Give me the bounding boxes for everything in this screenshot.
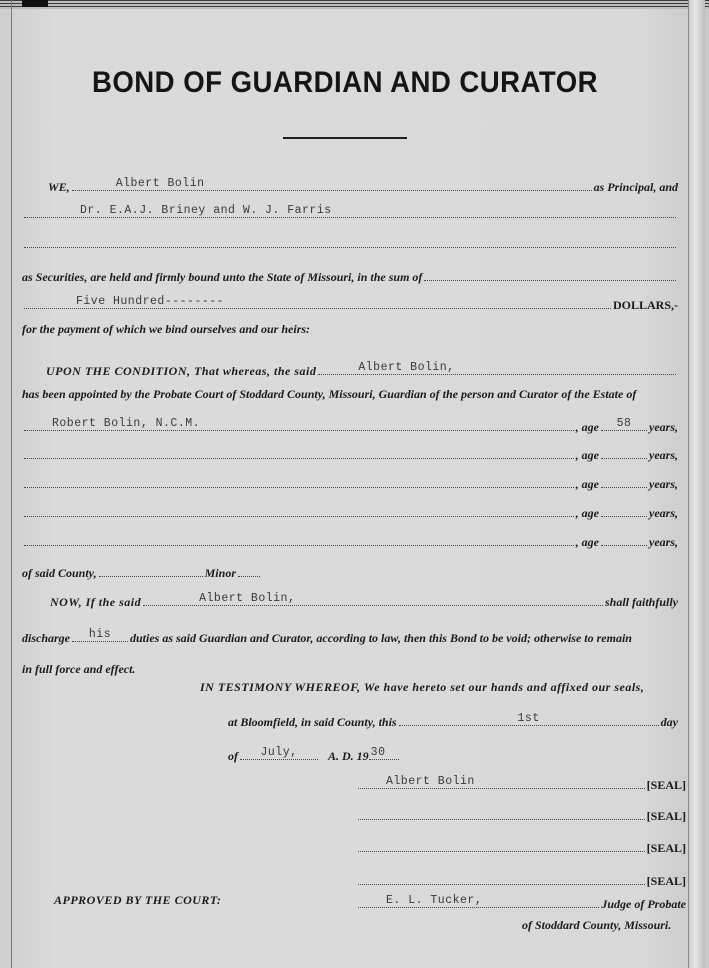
ward-row-1 (22, 416, 678, 438)
securities-text: as Securities, are held and firmly bound unto the State of Missouri, in the sum of (22, 270, 423, 284)
judge-field (358, 893, 599, 908)
approved-row (54, 893, 254, 915)
county-field (99, 562, 203, 577)
signature-row-3 (356, 837, 686, 859)
years-label-4: years, (649, 506, 678, 520)
day-value: 1st (517, 712, 540, 725)
age-field-3 (601, 473, 647, 488)
years-label-2: years, (649, 448, 678, 462)
age-label-1: , age (575, 420, 599, 434)
years-label-5: years, (649, 535, 678, 549)
ward-field-5 (24, 531, 574, 546)
signature-row-4 (356, 870, 686, 892)
ward-age: 58 (616, 417, 632, 430)
ward-row-5 (22, 531, 678, 553)
appointed-row (22, 387, 678, 409)
principal-field (72, 176, 592, 191)
signature-field-3 (358, 837, 645, 852)
age-field-4 (601, 502, 647, 517)
signature-field-1 (358, 774, 645, 789)
testimony-text: IN TESTIMONY WHEREOF, We have hereto set our hands and affixed our seals, (200, 680, 645, 694)
of-label: of (228, 749, 238, 763)
sum-row (22, 294, 678, 316)
month-field (240, 745, 318, 760)
county-label: of said County, (22, 566, 97, 580)
condition-row (22, 360, 678, 382)
seal-label-4: [SEAL] (646, 874, 686, 888)
now-field (143, 591, 603, 606)
judge-label: Judge of Probate (601, 897, 686, 911)
testimony-row (200, 680, 678, 702)
seal-label-1: [SEAL] (646, 778, 686, 792)
county-court-label: of Stoddard County, Missouri. (522, 918, 672, 932)
ad-label: A. D. 19 (328, 749, 369, 763)
payment-text: for the payment of which we bind ourselves and our heirs: (22, 322, 311, 336)
page-top-edge (0, 0, 709, 9)
age-field-1 (601, 416, 647, 431)
signature-row-1 (356, 774, 686, 796)
judge-name: E. L. Tucker, (386, 894, 483, 907)
date-row (228, 745, 498, 767)
pronoun-field (72, 627, 128, 642)
ward-field-1 (24, 416, 574, 431)
day-field (399, 711, 659, 726)
payment-row (22, 322, 678, 344)
ward-field-4 (24, 502, 574, 517)
bloomfield-label: at Bloomfield, in said County, this (228, 715, 397, 729)
securities-text-row (22, 266, 678, 288)
now-name: Albert Bolin, (199, 592, 296, 605)
years-label-3: years, (649, 477, 678, 491)
ward-field-2 (24, 444, 574, 459)
signature-field-2 (358, 805, 645, 820)
year-value: 30 (370, 746, 386, 759)
page-right-edge (688, 0, 705, 968)
discharge-row (22, 627, 678, 649)
age-label-4: , age (575, 506, 599, 520)
ward-name: Robert Bolin, N.C.M. (52, 417, 201, 430)
seal-label-2: [SEAL] (646, 809, 686, 823)
corner-mark (22, 0, 48, 7)
ward-row-4 (22, 502, 678, 524)
county-court-row (522, 918, 692, 940)
condition-label: UPON THE CONDITION, That whereas, the said (46, 364, 317, 378)
age-field-5 (601, 531, 647, 546)
title-rule (283, 137, 407, 139)
day-label: day (660, 715, 678, 729)
securities-names-row (22, 203, 678, 225)
ward-row-3 (22, 473, 678, 495)
age-label-3: , age (575, 477, 599, 491)
signature-field-4 (358, 870, 645, 885)
condition-field (318, 360, 676, 375)
age-label-2: , age (575, 448, 599, 462)
dollars-label: DOLLARS,- (612, 298, 678, 312)
appointed-text: has been appointed by the Probate Court of Stoddard County, Missouri, Guardian of the person and Curator of the Estate of (22, 387, 637, 401)
sum-field-top (424, 266, 676, 281)
faithfully-label: shall faithfully (604, 595, 678, 609)
securities-field (24, 203, 676, 218)
pronoun: his (88, 628, 112, 641)
minor-label: Minor (204, 566, 236, 580)
signature-row-2 (356, 805, 686, 827)
approved-label: APPROVED BY THE COURT: (54, 893, 222, 907)
force-text: in full force and effect. (22, 662, 136, 676)
principal-row (22, 176, 678, 198)
blank-row-1 (22, 233, 678, 255)
signature-1: Albert Bolin (386, 775, 475, 788)
sum-field (24, 294, 611, 309)
sum-words: Five Hundred-------- (76, 295, 225, 308)
bloomfield-row (228, 711, 678, 733)
now-row (22, 591, 678, 613)
document-title: BOND OF GUARDIAN AND CURATOR (91, 66, 599, 99)
discharge-label: discharge (22, 631, 70, 645)
year-field (369, 745, 399, 760)
principal-label: as Principal, and (593, 180, 678, 194)
we-label: WE, (48, 180, 70, 194)
principal-name: Albert Bolin (115, 177, 205, 190)
securities-names: Dr. E.A.J. Briney and W. J. Farris (80, 204, 332, 217)
age-label-5: , age (575, 535, 599, 549)
county-row (22, 562, 262, 584)
page-left-edge (11, 0, 12, 968)
judge-row (356, 893, 686, 915)
ward-field-3 (24, 473, 574, 488)
now-label: NOW, If the said (50, 595, 142, 609)
years-label-1: years, (649, 420, 678, 434)
ward-row-2 (22, 444, 678, 466)
month-value: July, (260, 746, 298, 759)
seal-label-3: [SEAL] (646, 841, 686, 855)
blank-field-1 (24, 233, 676, 248)
age-field-2 (601, 444, 647, 459)
minor-field (238, 562, 260, 577)
condition-name: Albert Bolin, (358, 361, 455, 374)
duties-text: duties as said Guardian and Curator, according to law, then this Bond to be void; otherwise to remain (130, 631, 632, 645)
